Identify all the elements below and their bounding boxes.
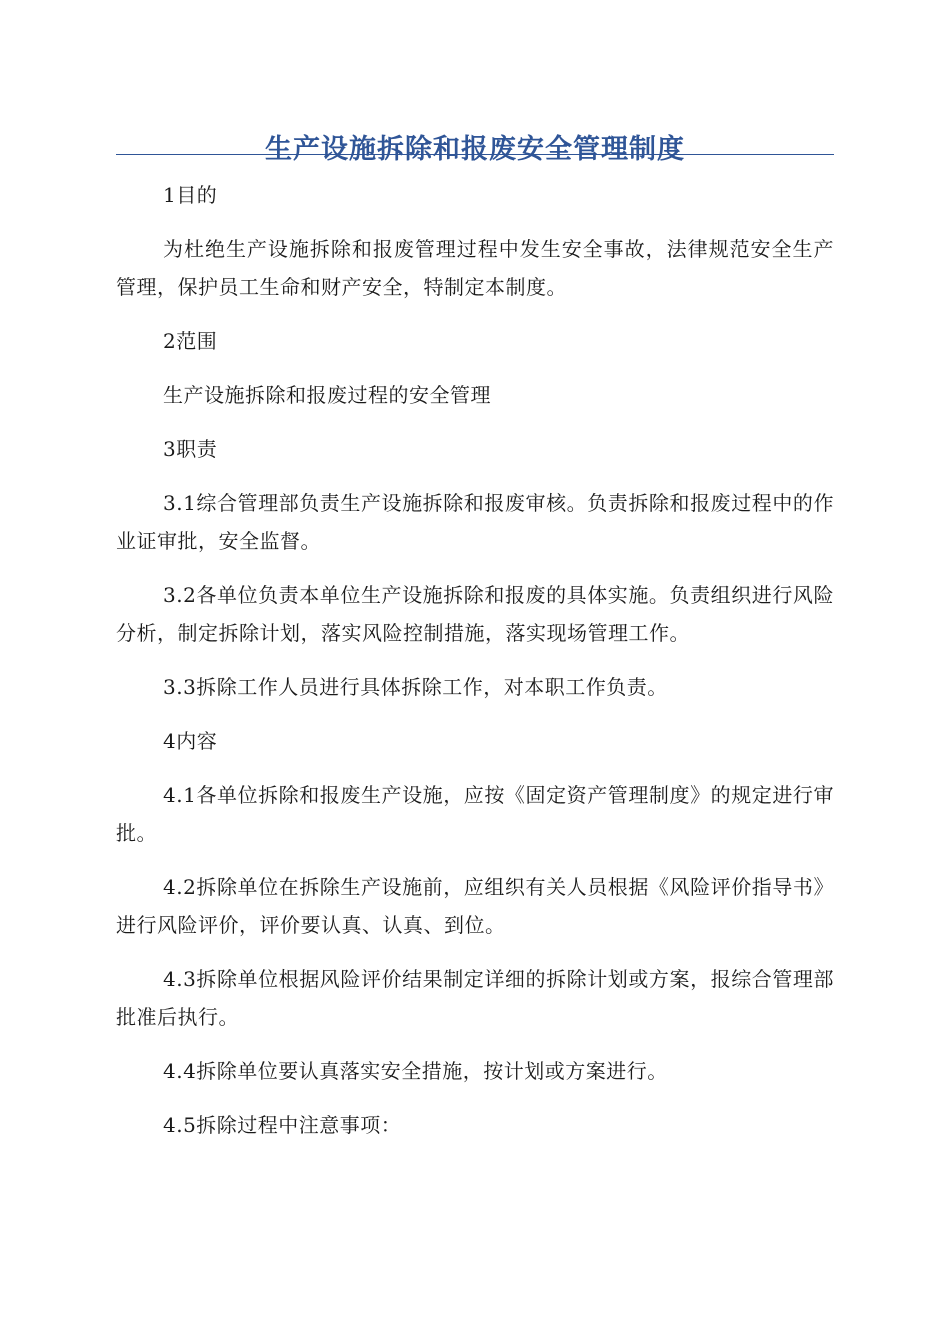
paragraph-4-4: 4.4拆除单位要认真落实安全措施，按计划或方案进行。 xyxy=(163,1059,668,1083)
paragraph-4-3: 4.3拆除单位根据风险评价结果制定详细的拆除计划或方案，报综合管理部批准后执行。 xyxy=(116,967,834,1029)
heading-scope: 2范围 xyxy=(163,329,218,353)
paragraph-4-1: 4.1各单位拆除和报废生产设施，应按《固定资产管理制度》的规定进行审批。 xyxy=(116,783,834,845)
paragraph-3-2: 3.2各单位负责本单位生产设施拆除和报废的具体实施。负责组织进行风险分析，制定拆除计划，落实风险控制措施，落实现场管理工作。 xyxy=(116,583,834,645)
paragraph-purpose-text: 为杜绝生产设施拆除和报废管理过程中发生安全事故，法律规范安全生产管理，保护员工生命和财产安全，特制定本制度。 xyxy=(116,237,834,299)
heading-purpose: 1目的 xyxy=(163,183,218,207)
document-title: 生产设施拆除和报废安全管理制度 xyxy=(265,134,685,166)
heading-content: 4内容 xyxy=(163,729,218,753)
paragraph-scope-text: 生产设施拆除和报废过程的安全管理 xyxy=(163,383,491,407)
title-underline xyxy=(116,154,834,155)
paragraph-3-3: 3.3拆除工作人员进行具体拆除工作，对本职工作负责。 xyxy=(163,675,668,699)
paragraph-3-1: 3.1综合管理部负责生产设施拆除和报废审核。负责拆除和报废过程中的作业证审批，安全监督。 xyxy=(116,491,834,553)
heading-responsibilities: 3职责 xyxy=(163,437,218,461)
paragraph-4-2: 4.2拆除单位在拆除生产设施前，应组织有关人员根据《风险评价指导书》进行风险评价，评价要认真、认真、到位。 xyxy=(116,875,834,937)
paragraph-4-5: 4.5拆除过程中注意事项： xyxy=(163,1113,402,1137)
